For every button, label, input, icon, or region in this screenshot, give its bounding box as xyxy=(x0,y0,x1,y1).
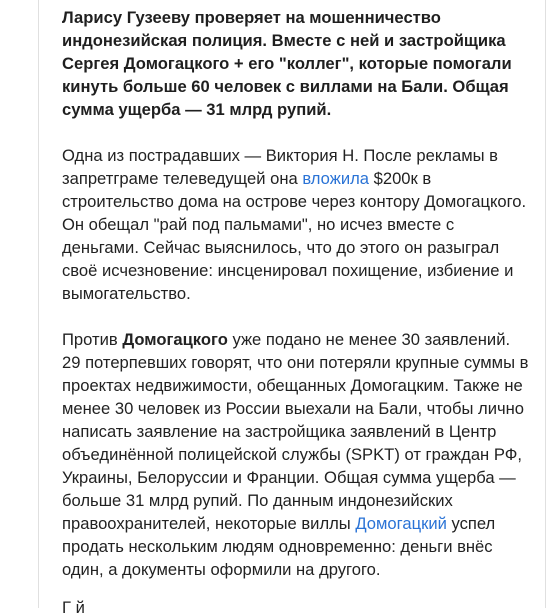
left-divider xyxy=(38,0,39,608)
post-cut-off-line: Г й xyxy=(62,598,85,616)
paragraph-3-text-start: Против xyxy=(62,330,123,349)
paragraph-2-text-end: $200к в строительство дома на острове через контору Домогацкого. Он обещал "рай под пальмами", но исчез вместе с деньгами. Сейчас выяснилось, что до этого он разыграл своё исчезновение: инсценировал похищение, избиение и вымогательство. xyxy=(62,169,527,303)
post-lead-paragraph: Ларису Гузееву проверяет на мошенничество индонезийская полиция. Вместе с ней и застройщика Сергея Домогацкого + его "коллег", которые помогали кинуть больше 60 человек с виллами на Бали. Общая сумма ущерба — 31 млрд рупий. xyxy=(62,8,512,119)
domogatsky-link[interactable]: Домогацкий xyxy=(355,514,447,533)
invested-link[interactable]: вложила xyxy=(302,169,370,188)
paragraph-3-text-end: успел продать нескольким людям одновременно: деньги внёс один, а документы оформили на другого. xyxy=(62,514,496,579)
paragraph-2-text-start: Одна из пострадавших — Виктория Н. После рекламы в запретграме телеведущей она xyxy=(62,146,498,188)
post-paragraph-3 xyxy=(62,328,532,581)
post-body xyxy=(62,6,532,604)
paragraph-3-text-middle: уже подано не менее 30 заявлений. 29 потерпевших говорят, что они потеряли крупные суммы в проектах недвижимости, обещанных Домогацким. Также не менее 30 человек из России выехали на Бали, чтобы лично написать заявление на застройщика заявлений в Центр объединённой полицейской службы (SPKT) от граждан РФ, Украины, Белоруссии и Франции. Общая сумма ущерба — больше 31 млрд рупий. По данным индонезийских правоохранителей, некоторые виллы xyxy=(62,330,529,533)
paragraph-3-bold-name: Домогацкого xyxy=(122,330,228,349)
right-divider xyxy=(545,0,546,608)
post-paragraph-2 xyxy=(62,144,532,305)
